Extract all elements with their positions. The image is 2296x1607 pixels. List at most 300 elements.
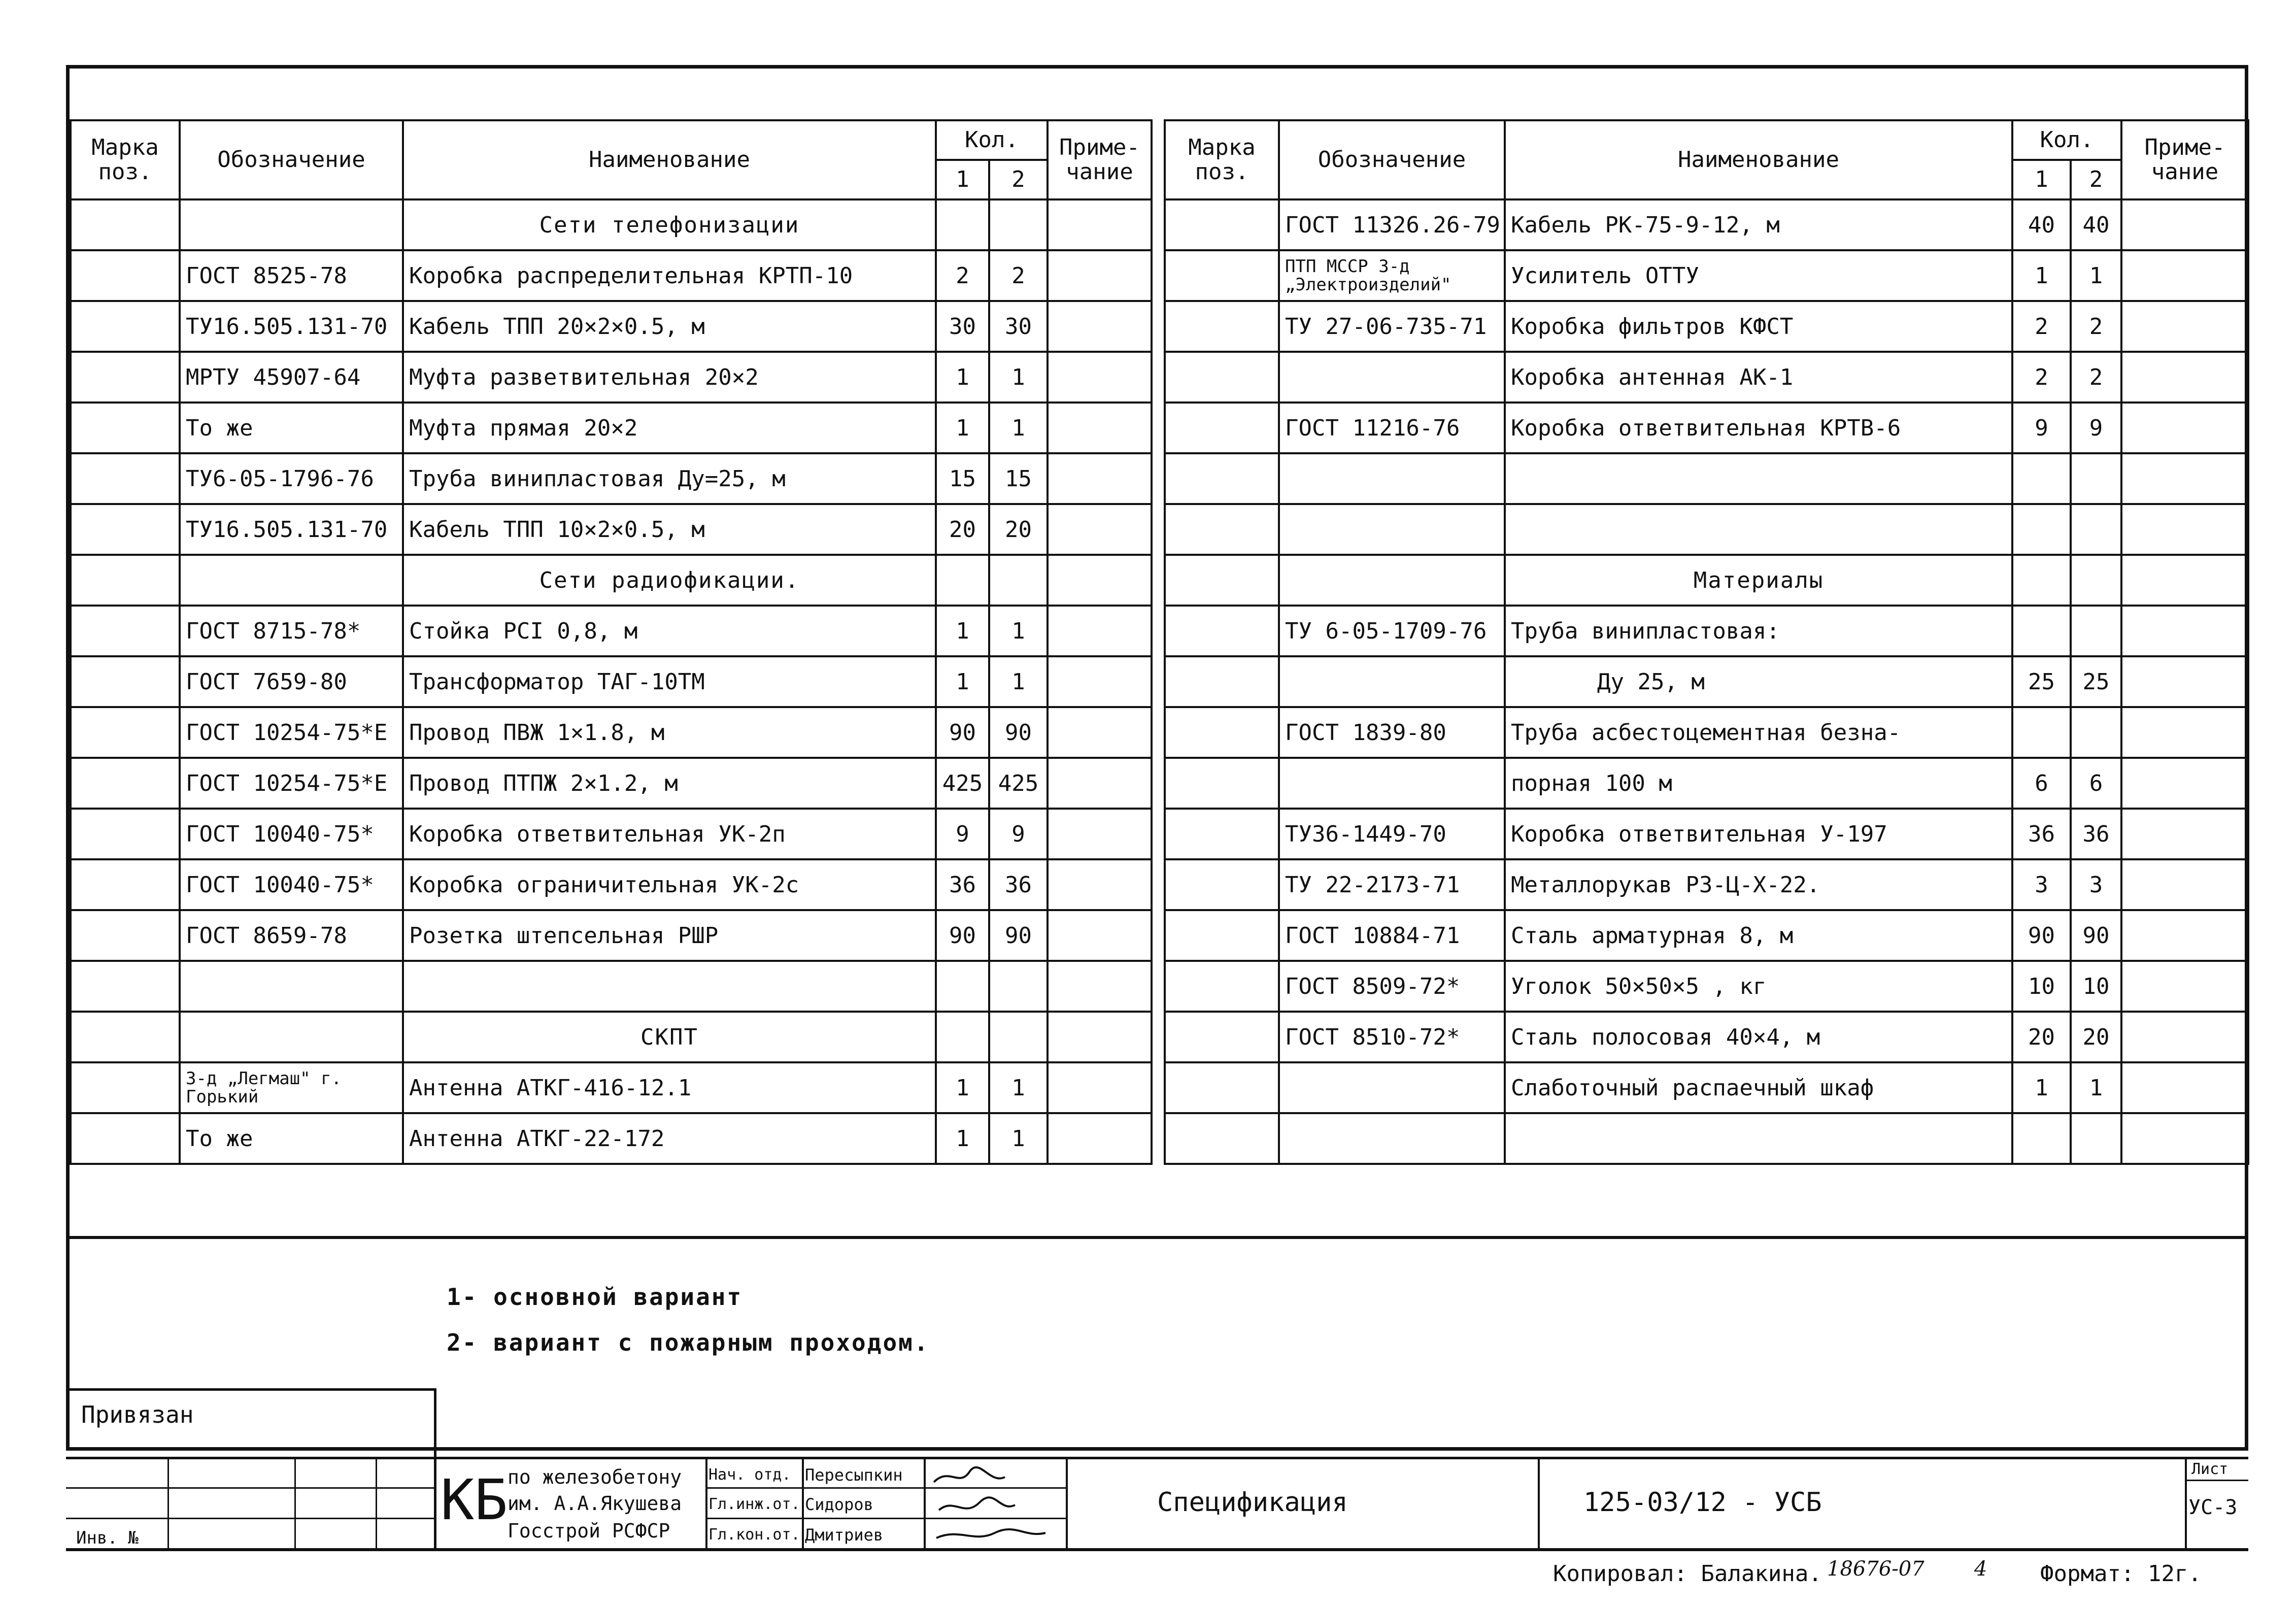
stamp-v-sign (924, 1457, 926, 1551)
note-cell (2121, 656, 2248, 707)
note-cell (1048, 403, 1152, 453)
note-cell (2121, 199, 2248, 250)
mark-cell (1165, 707, 1279, 758)
designation-cell: ТУ6-05-1796-76 (180, 453, 403, 504)
qty-2-cell: 1 (989, 656, 1048, 707)
name-cell: Уголок 50×50×5 , кг (1505, 961, 2012, 1012)
name-cell: Труба винипластовая: (1505, 606, 2012, 656)
designation-cell: ГОСТ 7659-80 (180, 656, 403, 707)
table-row (71, 301, 1152, 352)
header-name: Наименование (403, 120, 936, 199)
section-heading: Сети радиофикации. (403, 555, 936, 606)
designation-cell: МРТУ 45907-64 (180, 352, 403, 403)
designation-cell: То же (180, 1113, 403, 1164)
designation-cell: ТУ 27-06-735-71 (1279, 301, 1505, 352)
name-cell: Кабель ТПП 10×2×0.5, м (403, 504, 936, 555)
qty-2-cell: 1 (989, 606, 1048, 656)
qty-2-cell (989, 1012, 1048, 1062)
mark-cell (71, 859, 180, 910)
qty-1-cell (936, 1012, 989, 1062)
mark-cell (71, 250, 180, 301)
note-cell (1048, 1062, 1152, 1113)
table-row (1165, 199, 2248, 250)
stamp-v-code (1538, 1457, 1540, 1551)
name-cell: Муфта прямая 20×2 (403, 403, 936, 453)
note-cell (2121, 1062, 2248, 1113)
mark-cell (1165, 606, 1279, 656)
qty-2-cell: 1 (2071, 250, 2121, 301)
qty-1-cell: 9 (2012, 403, 2071, 453)
header-qty-1: 1 (2012, 160, 2071, 199)
privyazan-label: Привязан (81, 1401, 194, 1428)
qty-2-cell: 20 (989, 504, 1048, 555)
designation-cell: ТУ 22-2173-71 (1279, 859, 1505, 910)
stamp-v-names (802, 1457, 804, 1551)
qty-2-cell: 25 (2071, 656, 2121, 707)
designation-cell: ГОСТ 10884-71 (1279, 910, 1505, 961)
copied-by: Копировал: Балакина. (1553, 1561, 1822, 1587)
designation-cell: ТУ16.505.131-70 (180, 504, 403, 555)
qty-1-cell: 15 (936, 453, 989, 504)
designation-cell (1279, 352, 1505, 403)
note-cell (1048, 910, 1152, 961)
mark-cell (71, 1062, 180, 1113)
designation-cell: ГОСТ 8525-78 (180, 250, 403, 301)
qty-2-cell: 36 (2071, 809, 2121, 859)
qty-2-cell: 36 (989, 859, 1048, 910)
left-spec-table (70, 119, 1153, 1165)
name-cell (403, 961, 936, 1012)
name-cell (1505, 453, 2012, 504)
qty-1-cell (2012, 504, 2071, 555)
qty-2-cell: 30 (989, 301, 1048, 352)
header-mark: Марка поз. (1165, 120, 1279, 199)
qty-2-cell (989, 961, 1048, 1012)
table-row (1165, 707, 2248, 758)
qty-1-cell: 1 (936, 1113, 989, 1164)
mark-cell (1165, 403, 1279, 453)
table-row (71, 707, 1152, 758)
qty-1-cell: 9 (936, 809, 989, 859)
qty-1-cell: 30 (936, 301, 989, 352)
order-number: 18676-07 (1827, 1557, 1924, 1581)
privyazan-right-rule (434, 1388, 436, 1551)
name-cell: Кабель РК-75-9-12, м (1505, 199, 2012, 250)
name-cell: Сталь полосовая 40×4, м (1505, 1012, 2012, 1062)
section-heading: СКПТ (403, 1012, 936, 1062)
header-qty-2: 2 (2071, 160, 2121, 199)
mark-cell (1165, 504, 1279, 555)
name-cell: Розетка штепсельная РШР (403, 910, 936, 961)
qty-1-cell: 10 (2012, 961, 2071, 1012)
grid-v-1 (167, 1457, 169, 1551)
qty-1-cell: 1 (2012, 1062, 2071, 1113)
table-row (1165, 606, 2248, 656)
mark-cell (71, 199, 180, 250)
qty-1-cell: 90 (936, 910, 989, 961)
table-row (71, 199, 1152, 250)
note-cell (1048, 504, 1152, 555)
note-cell (2121, 403, 2248, 453)
designation-cell (1279, 504, 1505, 555)
name-cell: Трансформатор ТАГ-10ТМ (403, 656, 936, 707)
qty-2-cell: 10 (2071, 961, 2121, 1012)
qty-1-cell (936, 199, 989, 250)
table-row (71, 1012, 1152, 1062)
designation-cell (180, 961, 403, 1012)
role-chief-des: Гл.кон.от. (708, 1526, 800, 1544)
qty-2-cell: 1 (989, 403, 1048, 453)
designation-cell: ГОСТ 10040-75* (180, 859, 403, 910)
name-cell: Коробка ответвительная УК-2п (403, 809, 936, 859)
designation-cell (180, 199, 403, 250)
qty-2-cell: 3 (2071, 859, 2121, 910)
name-cell: Стойка РСI 0,8, м (403, 606, 936, 656)
designation-cell: ГОСТ 10254-75*Е (180, 707, 403, 758)
name-head-dept: Пересыпкин (805, 1465, 903, 1485)
mark-cell (71, 504, 180, 555)
note-cell (2121, 961, 2248, 1012)
qty-2-cell: 2 (2071, 352, 2121, 403)
qty-1-cell: 1 (936, 656, 989, 707)
note-cell (2121, 707, 2248, 758)
qty-2-cell: 90 (2071, 910, 2121, 961)
name-cell (1505, 504, 2012, 555)
qty-1-cell: 1 (936, 352, 989, 403)
note-cell (1048, 1012, 1152, 1062)
page-number: 4 (1974, 1557, 1987, 1581)
mark-cell (71, 301, 180, 352)
note-cell (1048, 606, 1152, 656)
qty-2-cell: 90 (989, 707, 1048, 758)
name-cell: Слаботочный распаечный шкаф (1505, 1062, 2012, 1113)
qty-1-cell: 36 (936, 859, 989, 910)
mark-cell (1165, 250, 1279, 301)
table-row (1165, 301, 2248, 352)
qty-1-cell: 1 (2012, 250, 2071, 301)
grid-v-3 (376, 1457, 377, 1551)
grid-h-1 (66, 1487, 436, 1489)
qty-2-cell: 9 (989, 809, 1048, 859)
mark-cell (71, 910, 180, 961)
designation-cell: ТУ36-1449-70 (1279, 809, 1505, 859)
table-row (71, 961, 1152, 1012)
mark-cell (71, 707, 180, 758)
qty-1-cell: 1 (936, 403, 989, 453)
mark-cell (71, 555, 180, 606)
table-row (1165, 504, 2248, 555)
qty-1-cell: 425 (936, 758, 989, 809)
name-cell: Антенна АТКГ-22-172 (403, 1113, 936, 1164)
qty-2-cell: 20 (2071, 1012, 2121, 1062)
mark-cell (71, 1012, 180, 1062)
designation-cell (1279, 1062, 1505, 1113)
table-row (71, 504, 1152, 555)
table-row (71, 1062, 1152, 1113)
qty-1-cell: 40 (2012, 199, 2071, 250)
name-cell: Муфта разветвительная 20×2 (403, 352, 936, 403)
qty-2-cell (2071, 707, 2121, 758)
designation-cell: ПТП МССР З-д „Электроизделий" (1279, 250, 1505, 301)
note-cell (2121, 606, 2248, 656)
designation-cell: ГОСТ 8715-78* (180, 606, 403, 656)
table-row (1165, 352, 2248, 403)
table-row (1165, 453, 2248, 504)
mark-cell (1165, 453, 1279, 504)
qty-1-cell (936, 555, 989, 606)
name-cell: порная 100 м (1505, 758, 2012, 809)
qty-1-cell (936, 961, 989, 1012)
qty-2-cell: 2 (989, 250, 1048, 301)
note-cell (1048, 199, 1152, 250)
name-cell: Труба асбестоцементная безна- (1505, 707, 2012, 758)
stamp-v-title (1066, 1457, 1068, 1551)
header-qty-1: 1 (936, 160, 989, 199)
variant-notes (447, 1274, 930, 1365)
qty-1-cell (2012, 555, 2071, 606)
table-row (71, 758, 1152, 809)
designation-cell (1279, 555, 1505, 606)
qty-2-cell: 40 (2071, 199, 2121, 250)
note-cell (1048, 555, 1152, 606)
table-row (1165, 555, 2248, 606)
note-cell (1048, 453, 1152, 504)
designation-cell: То же (180, 403, 403, 453)
mark-cell (71, 1113, 180, 1164)
table-row (1165, 1062, 2248, 1113)
designation-cell: ГОСТ 8659-78 (180, 910, 403, 961)
note-cell (1048, 301, 1152, 352)
qty-1-cell: 20 (936, 504, 989, 555)
qty-2-cell (2071, 504, 2121, 555)
org-line-3: Госстрой РСФСР (508, 1520, 670, 1542)
name-cell: Коробка ответвительная У-197 (1505, 809, 2012, 859)
table-row (1165, 859, 2248, 910)
section-heading: Материалы (1505, 555, 2012, 606)
qty-2-cell: 1 (2071, 1062, 2121, 1113)
stamp-bottom-rule (66, 1548, 2248, 1551)
mark-cell (1165, 809, 1279, 859)
mark-cell (1165, 656, 1279, 707)
section-heading: Сети телефонизации (403, 199, 936, 250)
note-cell (1048, 707, 1152, 758)
table-row (1165, 809, 2248, 859)
note-cell (1048, 352, 1152, 403)
name-chief-eng: Сидоров (805, 1495, 873, 1514)
note-cell (2121, 453, 2248, 504)
qty-2-cell: 15 (989, 453, 1048, 504)
left-table-body (71, 199, 1152, 1164)
table-row (71, 809, 1152, 859)
table-row (1165, 1012, 2248, 1062)
header-qty-2: 2 (989, 160, 1048, 199)
note-cell (2121, 352, 2248, 403)
document-code: 125-03/12 - УСБ (1583, 1487, 1822, 1518)
designation-cell: ГОСТ 11216-76 (1279, 403, 1505, 453)
header-note: Приме- чание (2121, 120, 2248, 199)
qty-2-cell (2071, 1113, 2121, 1164)
mark-cell (71, 453, 180, 504)
stamp-v-kb (705, 1457, 707, 1551)
note-cell (2121, 1113, 2248, 1164)
name-cell: Кабель ТПП 20×2×0.5, м (403, 301, 936, 352)
qty-1-cell: 2 (2012, 352, 2071, 403)
name-cell: Труба винипластовая Ду=25, м (403, 453, 936, 504)
note-cell (2121, 504, 2248, 555)
designation-cell: ГОСТ 8510-72* (1279, 1012, 1505, 1062)
name-cell: Коробка распределительная КРТП-10 (403, 250, 936, 301)
stamp-top-rule (66, 1457, 2248, 1459)
name-cell: Ду 25, м (1505, 656, 2012, 707)
name-cell: Коробка антенная АК-1 (1505, 352, 2012, 403)
stamp-h-sheet (2185, 1480, 2248, 1481)
qty-1-cell: 25 (2012, 656, 2071, 707)
note-cell (1048, 758, 1152, 809)
designation-cell: ТУ16.505.131-70 (180, 301, 403, 352)
table-row (1165, 758, 2248, 809)
designation-cell: ГОСТ 8509-72* (1279, 961, 1505, 1012)
designation-cell: З-д „Легмаш" г. Горький (180, 1062, 403, 1113)
header-name: Наименование (1505, 120, 2012, 199)
qty-2-cell: 90 (989, 910, 1048, 961)
table-row (1165, 961, 2248, 1012)
qty-1-cell: 2 (2012, 301, 2071, 352)
note-cell (2121, 758, 2248, 809)
note-variant-2: 2- вариант с пожарным проходом. (447, 1329, 930, 1356)
qty-1-cell (2012, 606, 2071, 656)
note-cell (1048, 1113, 1152, 1164)
note-cell (2121, 1012, 2248, 1062)
note-cell (1048, 961, 1152, 1012)
qty-2-cell (989, 199, 1048, 250)
name-cell: Металлорукав РЗ-Ц-Х-22. (1505, 859, 2012, 910)
note-cell (2121, 859, 2248, 910)
mark-cell (1165, 301, 1279, 352)
table-row (1165, 910, 2248, 961)
table-row (1165, 656, 2248, 707)
mark-cell (1165, 555, 1279, 606)
qty-2-cell: 425 (989, 758, 1048, 809)
qty-1-cell: 1 (936, 1062, 989, 1113)
qty-1-cell: 2 (936, 250, 989, 301)
note-cell (1048, 859, 1152, 910)
designation-cell: ГОСТ 10254-75*Е (180, 758, 403, 809)
qty-2-cell: 1 (989, 1113, 1048, 1164)
table-row (71, 656, 1152, 707)
mark-cell (1165, 758, 1279, 809)
qty-1-cell: 3 (2012, 859, 2071, 910)
mark-cell (1165, 1113, 1279, 1164)
note-cell (1048, 809, 1152, 859)
note-cell (1048, 656, 1152, 707)
header-qty: Кол. (936, 120, 1048, 160)
sheet-number: УС-3 (2188, 1496, 2238, 1519)
header-note: Приме- чание (1048, 120, 1152, 199)
mark-cell (71, 352, 180, 403)
role-chief-eng: Гл.инж.от. (708, 1495, 800, 1513)
sheet-label: Лист (2191, 1460, 2229, 1478)
table-row (71, 606, 1152, 656)
qty-2-cell (2071, 453, 2121, 504)
designation-cell: ТУ 6-05-1709-76 (1279, 606, 1505, 656)
note-cell (2121, 555, 2248, 606)
privyazan-top-rule (66, 1388, 436, 1391)
qty-1-cell: 36 (2012, 809, 2071, 859)
designation-cell: ГОСТ 1839-80 (1279, 707, 1505, 758)
qty-2-cell: 9 (2071, 403, 2121, 453)
qty-1-cell: 90 (936, 707, 989, 758)
mark-cell (1165, 352, 1279, 403)
org-line-1: по железобетону (508, 1466, 682, 1488)
table-row (71, 910, 1152, 961)
qty-2-cell (2071, 555, 2121, 606)
table-row (71, 250, 1152, 301)
mark-cell (71, 961, 180, 1012)
signatures (929, 1462, 1061, 1548)
right-table-body (1165, 199, 2248, 1164)
designation-cell (180, 1012, 403, 1062)
qty-1-cell: 20 (2012, 1012, 2071, 1062)
name-cell: Коробка ограничительная УК-2с (403, 859, 936, 910)
name-cell: Коробка фильтров КФСТ (1505, 301, 2012, 352)
qty-1-cell: 90 (2012, 910, 2071, 961)
header-designation: Обозначение (1279, 120, 1505, 199)
qty-1-cell (2012, 707, 2071, 758)
qty-2-cell (2071, 606, 2121, 656)
name-cell: Сталь арматурная 8, м (1505, 910, 2012, 961)
inv-number-label: Инв. № (76, 1528, 139, 1548)
note-cell (2121, 301, 2248, 352)
table-row (71, 555, 1152, 606)
qty-1-cell: 1 (936, 606, 989, 656)
designation-cell (180, 555, 403, 606)
name-cell: Антенна АТКГ-416-12.1 (403, 1062, 936, 1113)
qty-2-cell: 2 (2071, 301, 2121, 352)
mark-cell (1165, 1062, 1279, 1113)
document-title: Спецификация (1157, 1487, 1348, 1518)
table-row (1165, 250, 2248, 301)
table-row (1165, 1113, 2248, 1164)
mark-cell (71, 809, 180, 859)
stamp-v-sheet (2185, 1457, 2187, 1551)
designation-cell (1279, 453, 1505, 504)
designation-cell: ГОСТ 11326.26-79 (1279, 199, 1505, 250)
designation-cell (1279, 656, 1505, 707)
sheet-format: Формат: 12г. (2040, 1561, 2202, 1587)
grid-h-2 (66, 1518, 436, 1519)
note-variant-1: 1- основной вариант (447, 1283, 743, 1311)
qty-1-cell (2012, 1113, 2071, 1164)
role-head-dept: Нач. отд. (708, 1466, 791, 1484)
note-cell (2121, 910, 2248, 961)
mark-cell (71, 606, 180, 656)
designation-cell: ГОСТ 10040-75* (180, 809, 403, 859)
mark-cell (1165, 199, 1279, 250)
table-row (71, 1113, 1152, 1164)
designation-cell (1279, 1113, 1505, 1164)
note-cell (2121, 809, 2248, 859)
kb-logo: КБ (441, 1467, 508, 1532)
qty-2-cell (989, 555, 1048, 606)
note-cell (2121, 250, 2248, 301)
mark-cell (1165, 910, 1279, 961)
grid-v-2 (294, 1457, 296, 1551)
table-row (71, 859, 1152, 910)
header-mark: Марка поз. (71, 120, 180, 199)
designation-cell (1279, 758, 1505, 809)
tables-bottom-rule (66, 1236, 2248, 1239)
note-cell (1048, 250, 1152, 301)
